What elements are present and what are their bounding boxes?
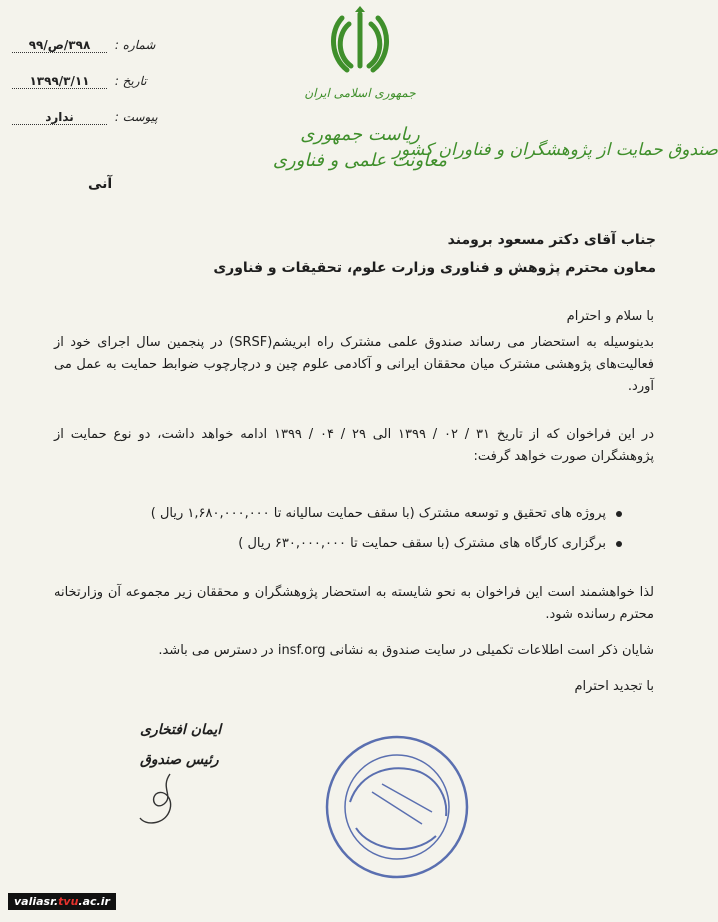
recipient-title: معاون محترم پژوهش و فناوری وزارت علوم، تحقیقات و فناوری xyxy=(213,260,656,276)
letter-attachment-row xyxy=(12,110,158,130)
body-paragraph-2: در این فراخوان که از تاریخ ۳۱ / ۰۲ / ۱۳۹۹ الی ۲۹ / ۰۴ / ۱۳۹۹ ادامه خواهد داشت، دو نوع حمایت از پژوهشگران صورت خواهد گرفت: xyxy=(54,427,654,464)
urgency-label: آنی xyxy=(88,176,113,192)
presidency-line: ریاست جمهوری xyxy=(300,124,420,145)
letter-date-row xyxy=(12,74,147,94)
bullet-dot-icon xyxy=(616,511,622,517)
number-value: ۳۹۸/ص/۹۹ xyxy=(12,38,107,53)
body-paragraph-4: شایان ذکر است اطلاعات تکمیلی در سایت صندوق به نشانی insf.org در دسترس می باشد. xyxy=(158,643,654,658)
bullet-text-2: برگزاری کارگاه های مشترک (با سقف حمایت تا ۶۳۰,۰۰۰,۰۰۰ ریال ) xyxy=(238,536,606,551)
body-paragraph-3: لذا خواهشمند است این فراخوان به نحو شایسته به استحضار پژوهشگران و محققان زیر مجموعه آن وزارتخانه محترم رسانده شود. xyxy=(54,585,654,622)
letter-number-row xyxy=(12,38,155,58)
signer-name: ایمان افتخاری xyxy=(140,722,222,738)
iran-emblem-logo xyxy=(325,6,395,76)
official-stamp-seal xyxy=(322,732,472,882)
vice-presidency-line: معاونت علمی و فناوری xyxy=(272,150,448,171)
bullet-item-2 xyxy=(238,536,622,551)
bullet-text-1: پروژه های تحقیق و توسعه مشترک (با سقف حمایت سالیانه تا ۱,۶۸۰,۰۰۰,۰۰۰ ریال ) xyxy=(150,506,606,521)
footer-highlight: tvu xyxy=(58,895,79,908)
bullet-item-1 xyxy=(151,506,622,521)
attachment-value: ندارد xyxy=(12,110,107,125)
handwritten-signature xyxy=(130,770,200,830)
closing: با تجدید احترام xyxy=(574,679,654,694)
greeting: با سلام و احترام xyxy=(566,309,654,324)
footer-suffix: .ac.ir xyxy=(78,895,110,908)
date-label: تاریخ : xyxy=(114,74,147,88)
signer-title: رئیس صندوق xyxy=(140,752,219,768)
attachment-label: پیوست : xyxy=(114,110,158,124)
body-paragraph-1: بدینوسیله به استحضار می رساند صندوق علمی مشترک راه ابریشم(SRSF) در پنجمین سال اجرای خود از فعالیت‌های پژوهشی مشترک میان محققان ایرانی و آکادمی علوم چین و درچارچوب ضوابط حمایت به عمل می آورد. xyxy=(54,335,654,394)
bullet-dot-icon xyxy=(616,541,622,547)
republic-title: جمهوری اسلامی ایران xyxy=(304,86,416,100)
date-value: ۱۳۹۹/۳/۱۱ xyxy=(12,74,107,89)
fund-name: صندوق حمایت از پژوهشگران و فناوران کشور xyxy=(392,140,718,160)
footer-prefix: valiasr. xyxy=(14,895,59,908)
site-watermark-badge xyxy=(8,893,116,910)
number-label: شماره : xyxy=(114,38,156,52)
recipient-name: جناب آقای دکتر مسعود برومند xyxy=(447,232,656,248)
